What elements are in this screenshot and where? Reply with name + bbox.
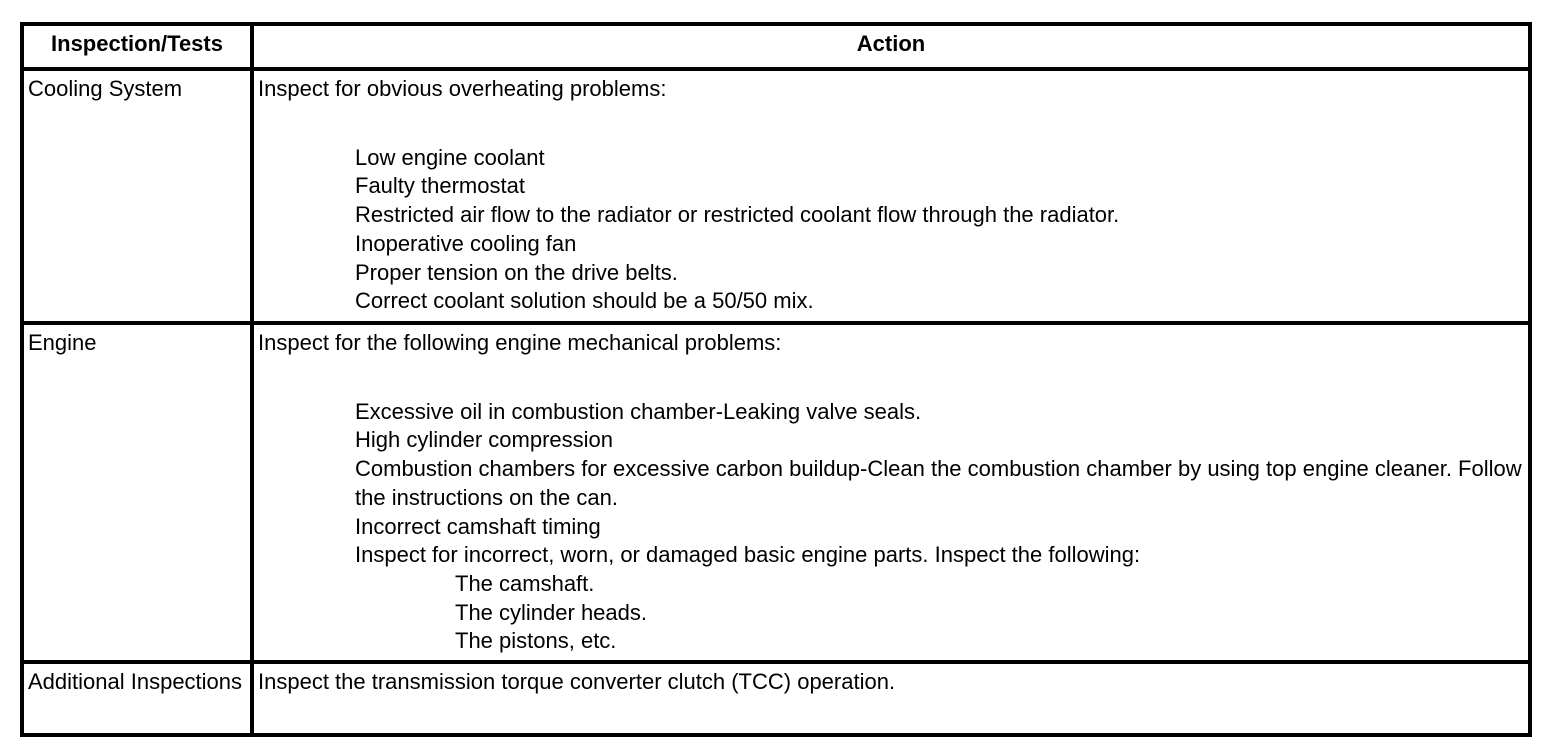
- list-item: Incorrect camshaft timing: [355, 513, 601, 539]
- list-item: Restricted air flow to the radiator or restricted coolant flow through the radiator.: [355, 202, 1120, 228]
- action-engine: [252, 323, 1530, 662]
- table-row-additional-inspections: [22, 662, 1530, 735]
- action-intro: Inspect for the following engine mechanical problems:: [258, 330, 782, 355]
- list-item: Excessive oil in combustion chamber-Leaking valve seals.: [355, 398, 922, 424]
- list-item: Correct coolant solution should be a 50/50 mix.: [355, 288, 814, 314]
- test-name-engine: Engine: [22, 323, 252, 662]
- list-item: High cylinder compression: [355, 427, 613, 453]
- list-item: Combustion chambers for excessive carbon buildup-Clean the combustion chamber by using top engine cleaner. Follow the instructions on the can.: [355, 456, 1522, 510]
- header-inspection-tests: Inspection/Tests: [22, 24, 252, 69]
- action-additional-inspections: [252, 662, 1530, 735]
- table-row-engine: [22, 323, 1530, 662]
- list-subitem: The cylinder heads.: [455, 599, 647, 625]
- action-cooling-system: [252, 69, 1530, 323]
- list-subitem: The pistons, etc.: [455, 628, 617, 654]
- action-subitem-list: [258, 570, 1524, 656]
- action-item-list: [258, 398, 1524, 570]
- table-row-cooling-system: [22, 69, 1530, 323]
- list-item: Inoperative cooling fan: [355, 230, 577, 256]
- test-name-cooling-system: Cooling System: [22, 69, 252, 323]
- header-action: Action: [252, 24, 1530, 69]
- table-header-row: [22, 24, 1530, 69]
- list-item: Inspect for incorrect, worn, or damaged basic engine parts. Inspect the following:: [355, 542, 1141, 568]
- list-subitem: The camshaft.: [455, 570, 595, 596]
- action-intro: Inspect the transmission torque converter clutch (TCC) operation.: [258, 669, 896, 694]
- action-item-list: [258, 144, 1524, 316]
- list-item: Low engine coolant: [355, 144, 545, 170]
- action-intro: Inspect for obvious overheating problems:: [258, 76, 667, 101]
- list-item: Proper tension on the drive belts.: [355, 259, 678, 285]
- test-name-additional-inspections: Additional Inspections: [22, 662, 252, 735]
- inspection-table: [20, 22, 1532, 737]
- list-item: Faulty thermostat: [355, 173, 525, 199]
